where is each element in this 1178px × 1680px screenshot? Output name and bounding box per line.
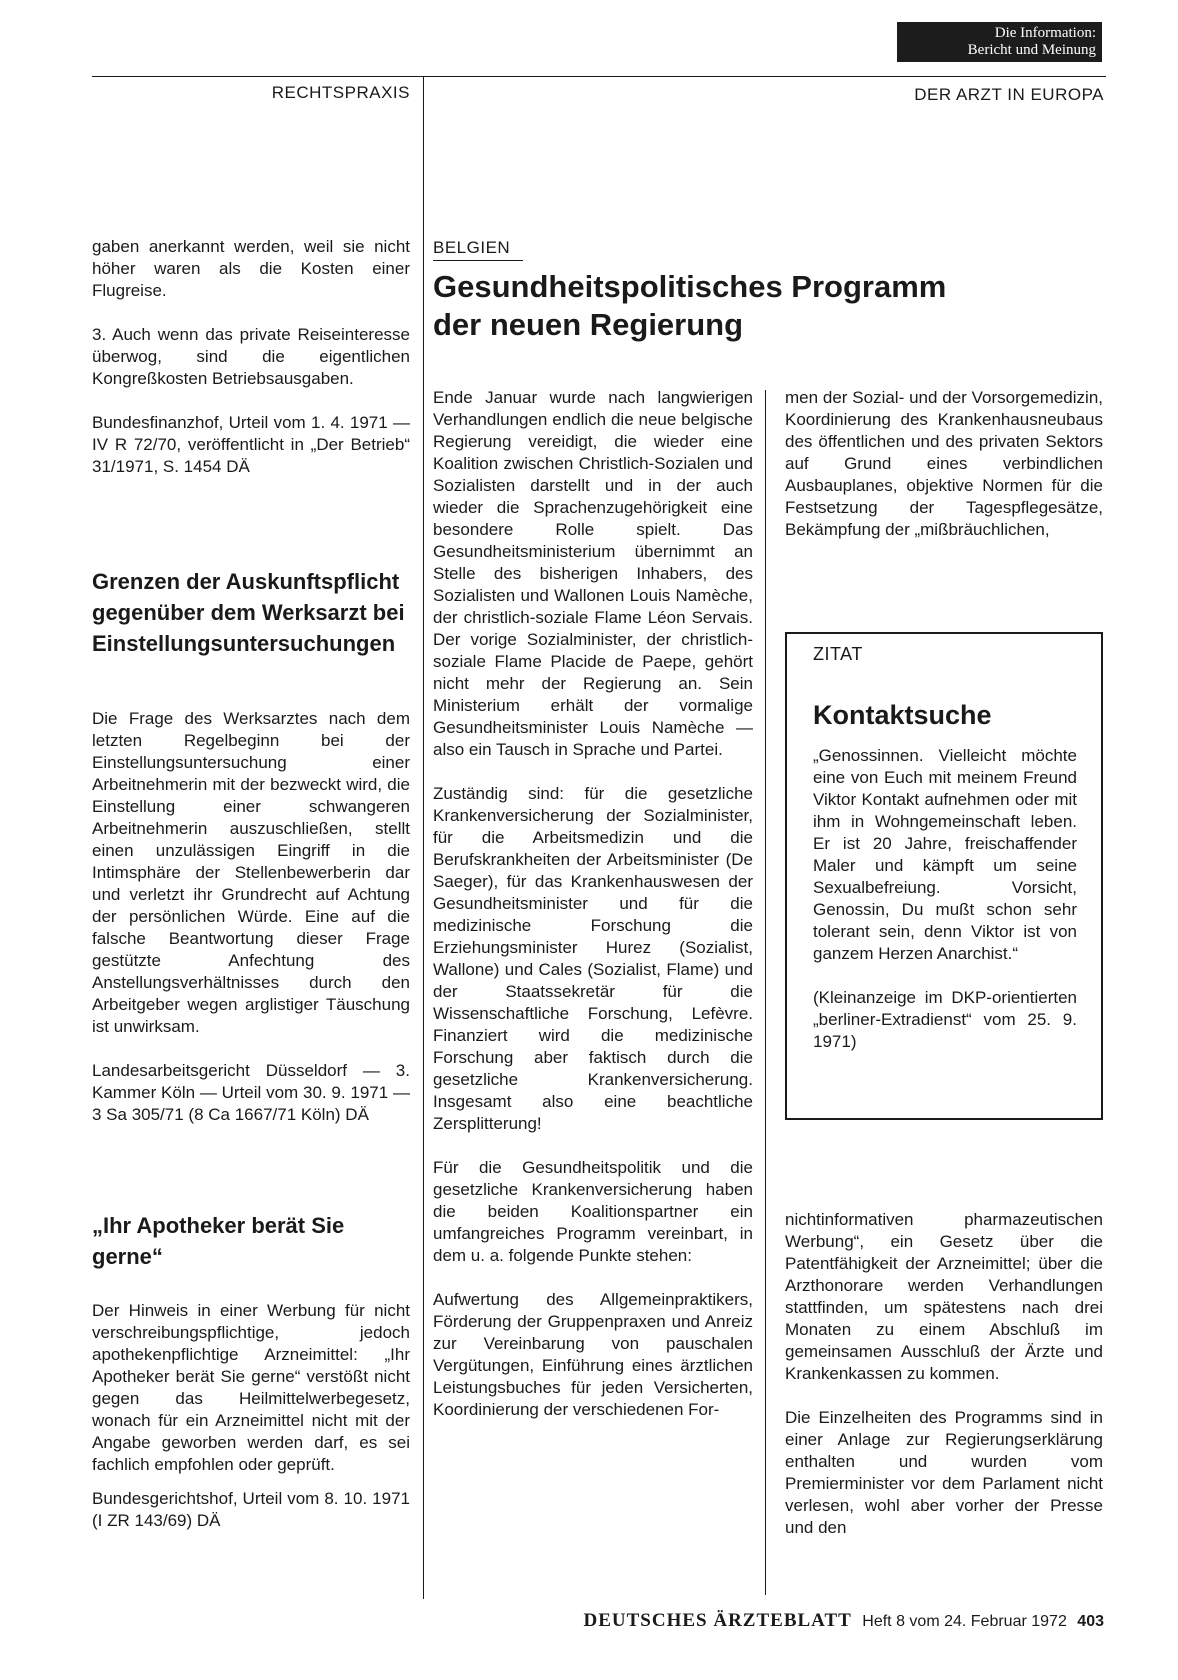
section-label-right: DER ARZT IN EUROPA <box>914 85 1104 104</box>
badge-line-2: Bericht und Meinung <box>967 42 1096 58</box>
left-paragraph-2: 3. Auch wenn das private Reiseinteresse überwog, sind die eigentlichen Kongreßkosten Betriebsausgaben. <box>92 325 410 388</box>
left-paragraph-6: Der Hinweis in einer Werbung für nicht verschreibungspflichtige, jedoch apothekenpflichtige Arzneimittel: „Ihr Apotheker berät Sie gerne“ verstößt nicht gegen das Heilmittelwerbegesetz, wonach für ein Arzneimittel nicht mit der Angabe geworben werden darf, es sei fachlich empfohlen oder geprüft. <box>92 1301 410 1474</box>
quote-box <box>785 632 1103 1120</box>
middle-paragraph-4: Aufwertung des Allgemeinpraktikers, Förderung der Gruppenpraxen und Anreiz zur Vereinbarung von pauschalen Vergütungen, Einführung eines ärztlichen Leistungsbuches für jeden Versicherten, Koordinierung der verschiedenen For- <box>433 1290 753 1419</box>
left-paragraph-3: Bundesfinanzhof, Urteil vom 1. 4. 1971 — IV R 72/70, veröffentlicht in „Der Betrieb“ 31/1971, S. 1454 DÄ <box>92 413 410 476</box>
page-number: 403 <box>1077 1613 1104 1630</box>
middle-paragraph-1: Ende Januar wurde nach langwierigen Verhandlungen endlich die neue belgische Regierung vereidigt, die wieder eine Koalition zwischen Christlich-Sozialen und Sozialisten darstellt und in der auch wieder die Sprachenzugehörigkeit eine besondere Rolle spielt. Das Gesundheitsministerium übernimmt an Stelle des bisherigen Inhabers, des Sozialisten und Wallonen Louis Namèche, der christlich-soziale Flame Léon Servais. Der vorige Sozialminister, der christlich-soziale Flame Placide de Paepe, gehört nicht mehr der Regierung an. Sein Ministerium erhält der vormalige Gesundheitsminister Louis Namèche — also ein Tausch in Sprache und Partei. <box>433 388 753 759</box>
section-badge <box>897 22 1102 62</box>
section-label-left: RECHTSPRAXIS <box>271 83 410 102</box>
quote-title: Kontaktsuche <box>813 700 992 730</box>
footer-issue: Heft 8 vom 24. Februar 1972 <box>862 1613 1067 1630</box>
article-title-line-1: Gesundheitspolitisches Programm <box>433 269 947 304</box>
left-heading-2: „Ihr Apotheker berät Sie gerne“ <box>92 1213 345 1269</box>
right-paragraph-2: nichtinformativen pharmazeutischen Werbung“, ein Gesetz über die Patentfähigkeit der Arzneimittel; über die Arzthonorare werden Verhandlungen stattfinden, um spätestens nach drei Monaten zu einem Abschluß im gemeinsamen Ausschluß der Ärzte und Krankenkassen zu kommen. <box>785 1210 1103 1383</box>
article-title-line-2: der neuen Regierung <box>433 307 744 342</box>
right-paragraph-3: Die Einzelheiten des Programms sind in einer Anlage zur Regierungserklärung enthalten und wurden vom Premierminister vor dem Parlament nicht verlesen, wohl aber vorher der Presse und den <box>785 1408 1103 1537</box>
left-paragraph-1: gaben anerkannt werden, weil sie nicht höher waren als die Kosten einer Flugreise. <box>92 237 410 300</box>
right-paragraph-1: men der Sozial- und der Vorsorgemedizin, Koordinierung des Krankenhausneubaus des öffentlichen und des privaten Sektors auf Grund eines verbindlichen Ausbauplanes, objektive Normen für die Festsetzung der Tagespflegesätze, Bekämpfung der „mißbräuchlichen, <box>785 388 1103 539</box>
left-heading-1: Grenzen der Auskunftspflicht gegenüber dem Werksarzt bei Einstellungsuntersuchungen <box>92 569 405 656</box>
footer <box>450 1610 1104 1632</box>
article-title <box>433 268 946 344</box>
middle-paragraph-2: Zuständig sind: für die gesetzliche Krankenversicherung der Sozialminister, für die Arbeitsmedizin und die Berufskrankheiten der Arbeitsminister (De Saeger), für das Krankenhauswesen der Gesundheitsminister und für die medizinische Forschung die Erziehungsminister Hurez (Sozialist, Wallone) und Cales (Sozialist, Flame) und der Staatssekretär für die Wissenschaftliche Forschung, Lefèvre. Finanziert wird die medizinische Forschung aber faktisch durch die gesetzliche Krankenversicherung. Insgesamt also eine beachtliche Zersplitterung! <box>433 784 753 1133</box>
left-paragraph-7: Bundesgerichtshof, Urteil vom 8. 10. 1971 (I ZR 143/69) DÄ <box>92 1489 410 1530</box>
left-column-top <box>92 236 410 478</box>
left-column-mid <box>92 708 410 1126</box>
badge-line-1: Die Information: <box>994 25 1096 41</box>
right-column-bottom <box>785 1209 1103 1539</box>
kicker-underline <box>433 260 523 261</box>
quote-label: ZITAT <box>813 644 863 664</box>
article-kicker: BELGIEN <box>433 238 511 257</box>
header-rule <box>92 76 1106 77</box>
left-column-bottom <box>92 1300 410 1532</box>
right-column-top <box>785 387 1103 541</box>
left-paragraph-5: Landesarbeitsgericht Düsseldorf — 3. Kammer Köln — Urteil vom 30. 9. 1971 — 3 Sa 305/71 (8 Ca 1667/71 Köln) DÄ <box>92 1061 410 1124</box>
quote-text: „Genossinnen. Vielleicht möchte eine von Euch mit meinem Freund Viktor Kontakt aufnehmen oder mit ihm in Wohngemeinschaft leben. Er ist 20 Jahre, freischaffender Maler und kämpft um seine Sexualbefreiung. Vorsicht, Genossin, Du mußt schon sehr tolerant sein, denn Viktor ist von ganzem Herzen Anarchist.“ <box>813 746 1077 963</box>
middle-column <box>433 387 753 1421</box>
article-column-divider <box>765 390 766 1595</box>
column-divider <box>423 76 424 1599</box>
middle-paragraph-3: Für die Gesundheitspolitik und die gesetzliche Krankenversicherung haben die beiden Koalitionspartner ein umfangreiches Programm vereinbart, in dem u. a. folgende Punkte stehen: <box>433 1158 753 1265</box>
footer-brand: DEUTSCHES ÄRZTEBLATT <box>583 1610 852 1631</box>
left-paragraph-4: Die Frage des Werksarztes nach dem letzten Regelbeginn bei der Einstellungsuntersuchung einer Arbeitnehmerin mit der bezweckt wird, die Einstellung einer schwangeren Arbeitnehmerin auszuschließen, stellt einen unzulässigen Eingriff in die Intimsphäre der Stellenbewerberin dar und verletzt ihr Grundrecht auf Achtung der persönlichen Würde. Eine auf die falsche Beantwortung dieser Frage gestützte Anfechtung des Anstellungsverhältnisses durch den Arbeitgeber wegen arglistiger Täuschung ist unwirksam. <box>92 709 410 1036</box>
quote-source: (Kleinanzeige im DKP-orientierten „berliner-Extradienst“ vom 25. 9. 1971) <box>813 988 1077 1051</box>
